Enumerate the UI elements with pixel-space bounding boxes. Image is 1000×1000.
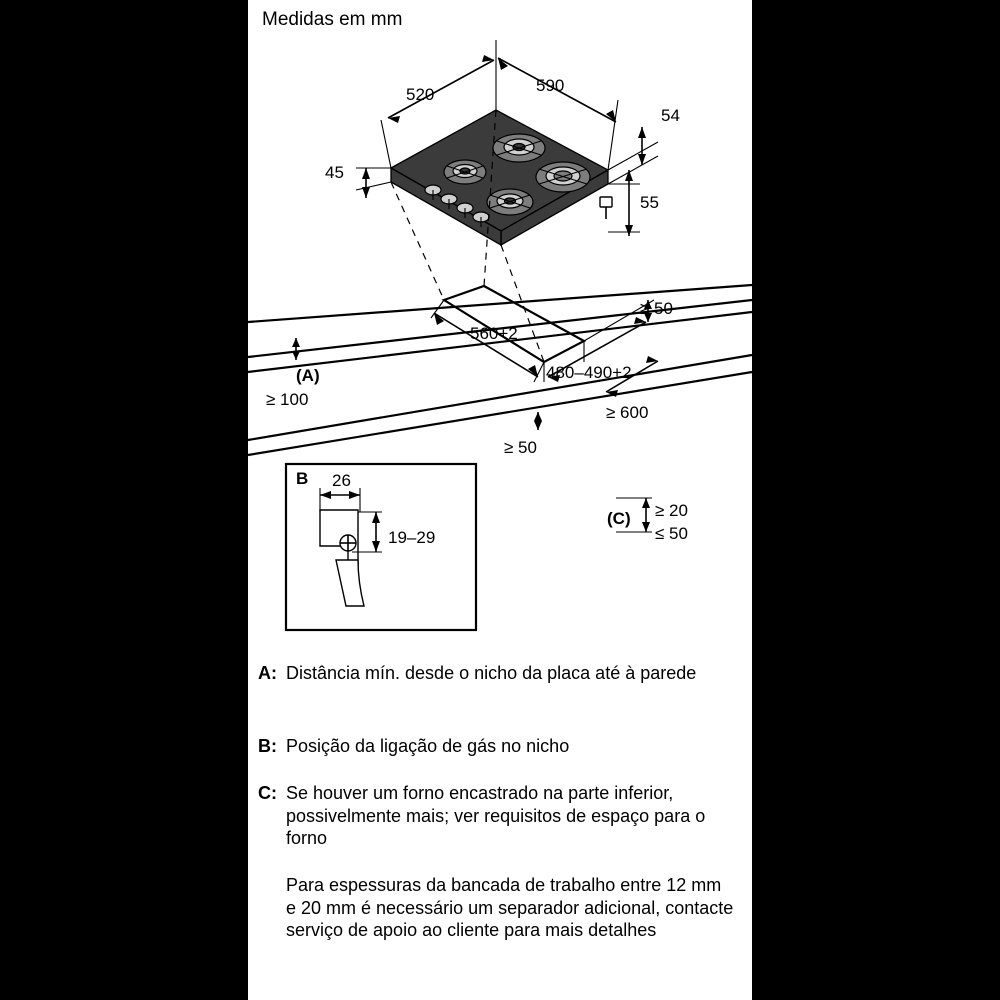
- legend-key-b: B:: [258, 736, 277, 756]
- dimension-cutout-depth-560: 560+2: [470, 324, 518, 343]
- dimension-cutout-width-480-490: 480–490+2: [546, 363, 632, 382]
- callout-a-label: (A): [296, 366, 320, 385]
- legend-key-c: C:: [258, 783, 277, 803]
- dimension-front-offset-45: 45: [325, 163, 344, 182]
- dimension-depth-520: 520: [406, 85, 435, 104]
- burner-rear-right: [493, 134, 545, 162]
- legend-key-a: A:: [258, 663, 277, 683]
- hob-appliance: [391, 110, 612, 245]
- gas-connection-stub: [600, 197, 612, 219]
- legend-text-b: Posição da ligação de gás no nicho: [286, 736, 570, 756]
- page-title: Medidas em mm: [262, 9, 403, 30]
- callout-a-value: ≥ 100: [266, 390, 309, 409]
- legend-text-a: Distância mín. desde o nicho da placa até à parede: [286, 663, 697, 683]
- burner-front-right: [536, 162, 590, 192]
- callout-c-label: (C): [607, 509, 631, 528]
- detail-b-dimension-19-29: 19–29: [388, 528, 436, 547]
- dimension-width-590: 590: [536, 76, 565, 95]
- worktop-thickness-note: Para espessuras da bancada de trabalho entre 12 mm e 20 mm é necessário um separador adicional, contacte serviço de apoio ao cliente para mais detalhes: [286, 875, 739, 940]
- dimension-body-height-55: 55: [640, 193, 659, 212]
- dimension-knob-height-54: 54: [661, 106, 680, 125]
- burner-rear-left: [444, 160, 486, 184]
- dimension-worktop-depth-600: ≥ 600: [606, 403, 649, 422]
- legend-text-c: Se houver um forno encastrado na parte inferior, possivelmente mais; ver requisitos de espaço para o forno: [286, 783, 711, 848]
- detail-b-dimension-26: 26: [332, 471, 351, 490]
- detail-b-label: B: [296, 469, 309, 488]
- dimension-rear-min-50: ≥ 50: [640, 299, 673, 318]
- dimension-side-min-50: ≥ 50: [504, 438, 537, 457]
- callout-c-min: ≥ 20: [655, 501, 688, 520]
- burner-front-left: [487, 189, 533, 215]
- diagram-sheet: [248, 0, 752, 1000]
- callout-c-max: ≤ 50: [655, 524, 688, 543]
- detail-b: [286, 464, 476, 630]
